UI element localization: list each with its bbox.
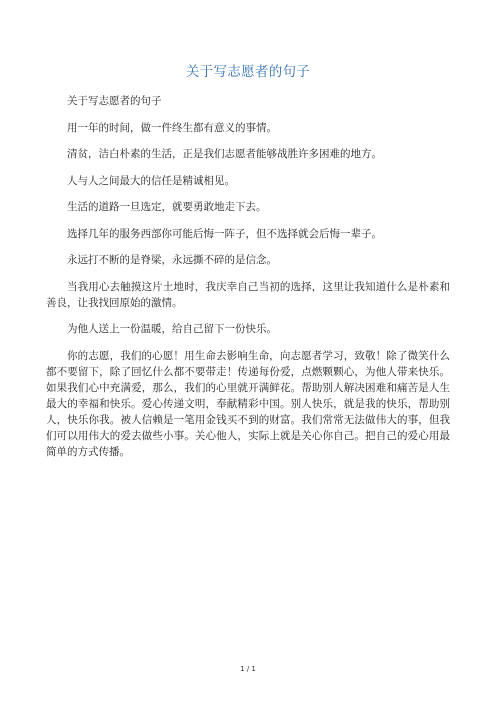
paragraph: 为他人送上一份温暖，给自己留下一份快乐。 [67,323,277,335]
paragraph: 选择几年的服务西部你可能后悔一阵子，但不选择就会后悔一辈子。 [67,227,382,240]
page-number: 1 / 1 [240,665,256,673]
document-body [46,93,450,470]
paragraph: 永远打不断的是脊梁，永远撕不碎的是信念。 [67,254,277,266]
paragraph: 清贫，洁白朴素的生活，正是我们志愿者能够战胜许多困难的地方。 [67,148,382,160]
paragraph: 当我用心去触摸这片土地时，我庆幸自己当初的选择，这里让我知道什么是朴素和善良，让我找回原始的激情。 [46,280,450,309]
paragraph: 人与人之间最大的信任是精诚相见。 [67,174,235,187]
paragraph: 关于写志愿者的句子 [67,95,162,107]
page-title: 关于写志愿者的句子 [185,64,311,80]
paragraph: 你的志愿，我们的心愿！用生命去影响生命，向志愿者学习，致敬！除了微笑什么都不要留下，除了回忆什么都不要带走！传递每份爱，点燃颗颗心，为他人带来快乐。如果我们心中充满爱，那么，我们的心里就开满鲜花。帮助别人解决困难和痛苦是人生最大的幸福和快乐。爱心传递文明，奉献精彩中国。别人快乐，就是我的快乐，帮助别人，快乐你我。被人信赖是一笔用金钱买不到的财富。我们常常无法做伟大的事，但我们可以用伟大的爱去做些小事。关心他人，实际上就是关心你自己。把自己的爱心用最简单的方式传播。 [46,349,450,458]
paragraph: 生活的道路一旦选定，就要勇敢地走下去。 [67,201,267,213]
paragraph: 用一年的时间，做一件终生都有意义的事情。 [67,121,277,134]
